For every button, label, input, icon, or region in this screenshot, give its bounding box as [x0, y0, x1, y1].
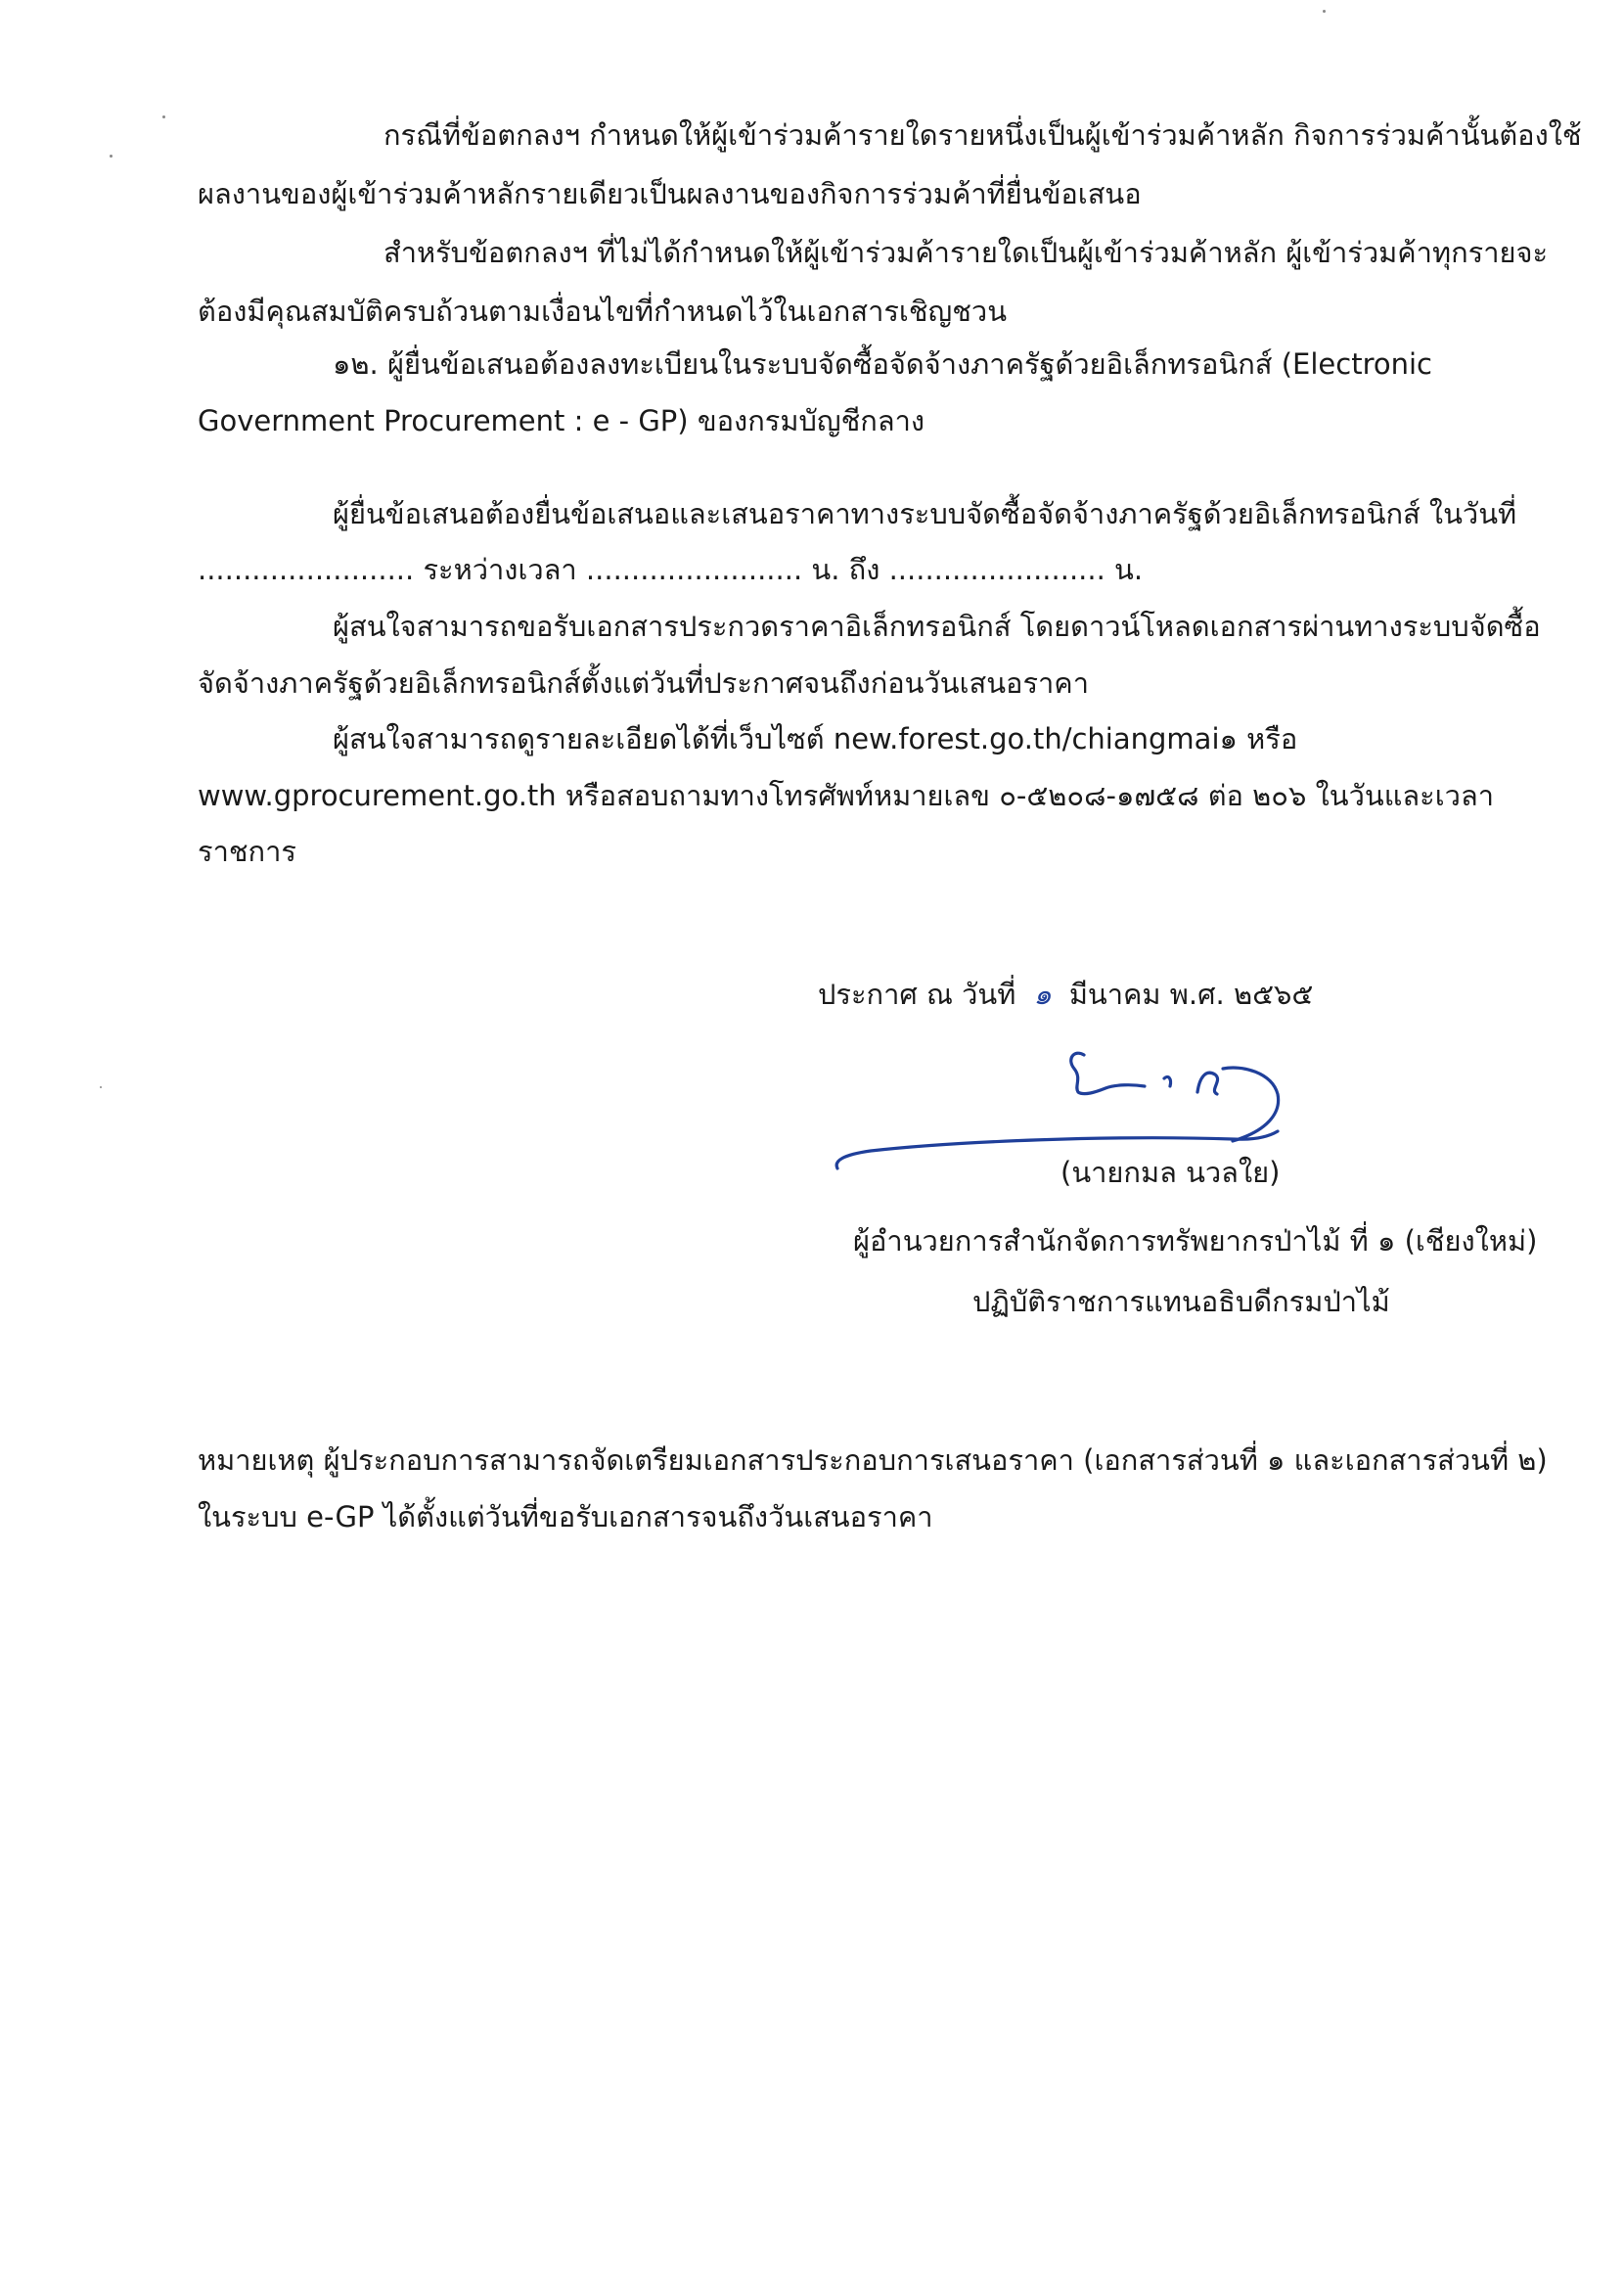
announcement-date — [818, 975, 1313, 1014]
contact-line2: www.gprocurement.go.th หรือสอบถามทางโทรศัพท์หมายเลข ๐-๕๒๐๘-๑๗๕๘ ต่อ ๒๐๖ ในวันและเวลา — [198, 779, 1495, 812]
scan-speck — [1323, 10, 1326, 13]
date-day: ๑ — [1033, 978, 1052, 1011]
note-line1: หมายเหตุ ผู้ประกอบการสามารถจัดเตรียมเอกสารประกอบการเสนอราคา (เอกสารส่วนที่ ๑ และเอกสารส่วนที่ ๒) — [198, 1443, 1548, 1477]
scan-speck — [162, 115, 165, 118]
para2-line2: ต้องมีคุณสมบัติครบถ้วนตามเงื่อนไขที่กำหนดไว้ในเอกสารเชิญชวน — [198, 295, 1008, 328]
signatory-acting: ปฏิบัติราชการแทนอธิบดีกรมป่าไม้ — [972, 1285, 1390, 1318]
scan-speck — [100, 1086, 102, 1088]
para2-line1: สำหรับข้อตกลงฯ ที่ไม่ได้กำหนดให้ผู้เข้าร่วมค้ารายใดเป็นผู้เข้าร่วมค้าหลัก ผู้เข้าร่วมค้าทุกรายจะ — [383, 236, 1549, 269]
submit-line1: ผู้ยื่นข้อเสนอต้องยื่นข้อเสนอและเสนอราคาทางระบบจัดซื้อจัดจ้างภาครัฐด้วยอิเล็กทรอนิกส์ ในวันที่ — [333, 497, 1517, 530]
download-line1: ผู้สนใจสามารถขอรับเอกสารประกวดราคาอิเล็กทรอนิกส์ โดยดาวน์โหลดเอกสารผ่านทางระบบจัดซื้อ — [333, 610, 1541, 643]
download-line2: จัดจ้างภาครัฐด้วยอิเล็กทรอนิกส์ตั้งแต่วันที่ประกาศจนถึงก่อนวันเสนอราคา — [198, 666, 1089, 700]
item12-line1: ๑๒. ผู้ยื่นข้อเสนอต้องลงทะเบียนในระบบจัดซื้อจัดจ้างภาครัฐด้วยอิเล็กทรอนิกส์ (Electronic — [333, 347, 1432, 381]
scan-speck — [110, 155, 113, 158]
submit-line2: ........................ ระหว่างเวลา ........................ น. ถึง ........................ น. — [198, 553, 1144, 586]
para1-line1: กรณีที่ข้อตกลงฯ กำหนดให้ผู้เข้าร่วมค้ารายใดรายหนึ่งเป็นผู้เข้าร่วมค้าหลัก กิจการร่วมค้านั้นต้องใช้ — [383, 118, 1582, 152]
contact-line1: ผู้สนใจสามารถดูรายละเอียดได้ที่เว็บไซต์ new.forest.go.th/chiangmai๑ หรือ — [333, 722, 1298, 755]
date-prefix: ประกาศ ณ วันที่ — [818, 978, 1016, 1011]
item12-line2: Government Procurement : e - GP) ของกรมบัญชีกลาง — [198, 404, 925, 437]
contact-line3: ราชการ — [198, 835, 296, 868]
para1-line2: ผลงานของผู้เข้าร่วมค้าหลักรายเดียวเป็นผลงานของกิจการร่วมค้าที่ยื่นข้อเสนอ — [198, 177, 1142, 210]
signatory-name: (นายกมล นวลใย) — [1060, 1156, 1281, 1189]
date-suffix: มีนาคม พ.ศ. ๒๕๖๕ — [1068, 978, 1314, 1011]
signatory-position: ผู้อำนวยการสำนักจัดการทรัพยากรป่าไม้ ที่ ๑ (เชียงใหม่) — [853, 1224, 1538, 1258]
note-line2: ในระบบ e-GP ได้ตั้งแต่วันที่ขอรับเอกสารจนถึงวันเสนอราคา — [198, 1500, 933, 1533]
